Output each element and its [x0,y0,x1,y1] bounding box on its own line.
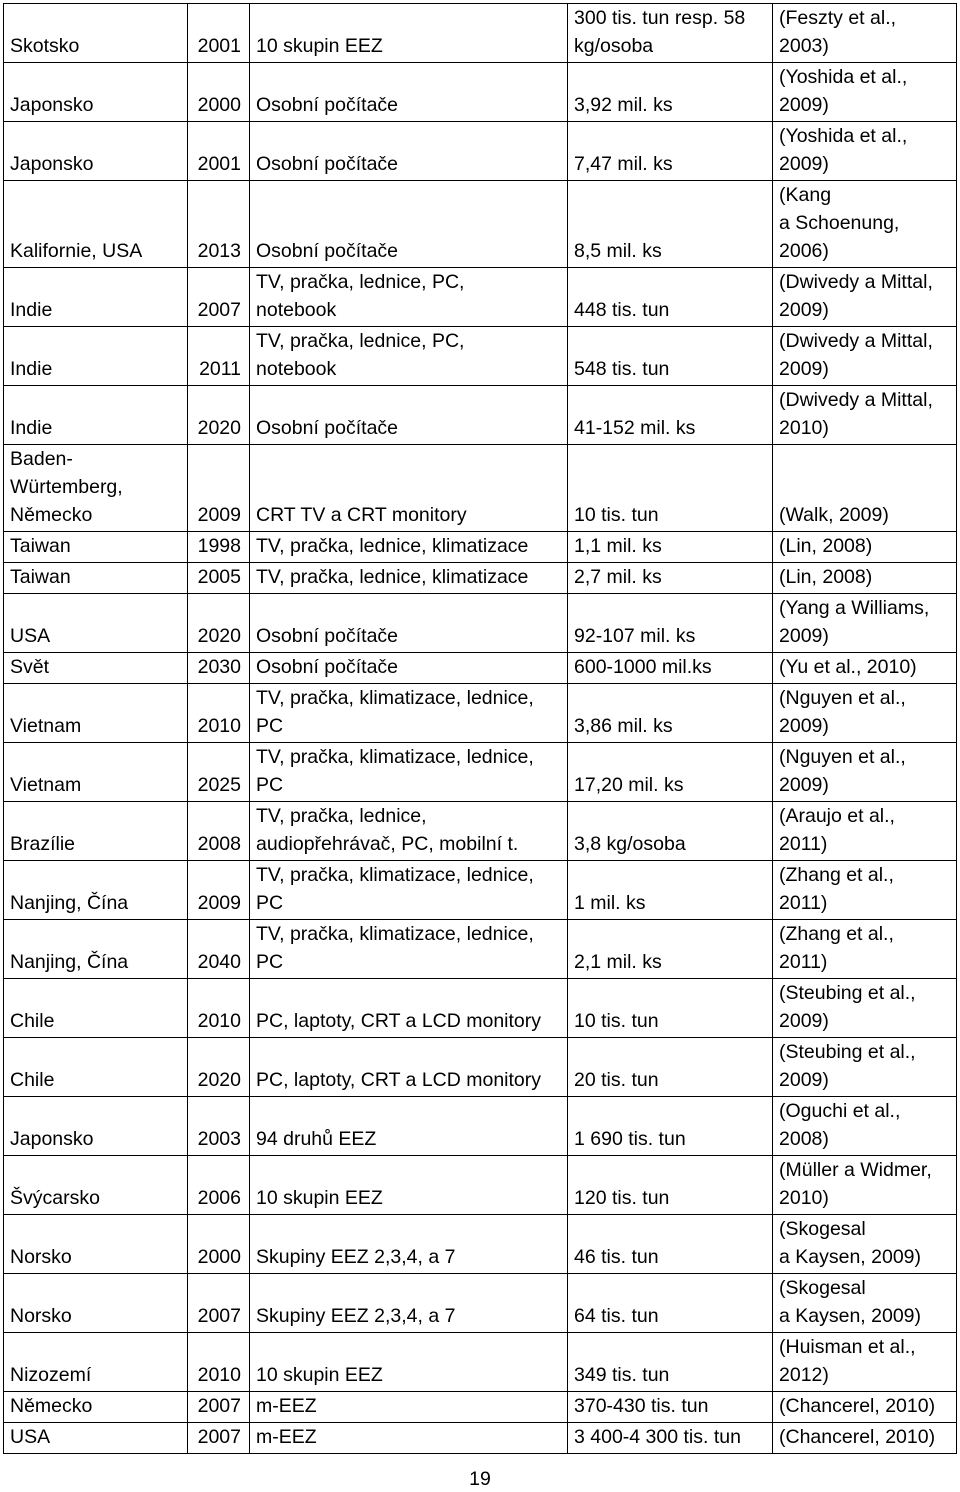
category-cell: Osobní počítače [250,594,568,653]
country-cell: Norsko [4,1215,188,1274]
source-cell: (Chancerel, 2010) [773,1392,957,1423]
table-row [4,181,957,268]
year-cell: 2020 [188,1038,250,1097]
table-row [4,563,957,594]
source-cell: (Steubing et al., 2009) [773,1038,957,1097]
year-cell: 2010 [188,979,250,1038]
category-cell: 10 skupin EEZ [250,4,568,63]
country-cell: Baden- Würtemberg, Německo [4,445,188,532]
category-cell: TV, pračka, klimatizace, lednice, PC [250,684,568,743]
category-cell: TV, pračka, klimatizace, lednice, PC [250,743,568,802]
category-cell: Skupiny EEZ 2,3,4, a 7 [250,1274,568,1333]
data-table [3,3,957,1454]
table-row [4,386,957,445]
country-cell: Taiwan [4,532,188,563]
source-cell: (Dwivedy a Mittal, 2010) [773,386,957,445]
year-cell: 2006 [188,1156,250,1215]
category-cell: CRT TV a CRT monitory [250,445,568,532]
year-cell: 2008 [188,802,250,861]
year-cell: 2030 [188,653,250,684]
source-cell: (Nguyen et al., 2009) [773,743,957,802]
category-cell: PC, laptoty, CRT a LCD monitory [250,1038,568,1097]
amount-cell: 1,1 mil. ks [568,532,773,563]
table-row [4,920,957,979]
category-cell: PC, laptoty, CRT a LCD monitory [250,979,568,1038]
amount-cell: 120 tis. tun [568,1156,773,1215]
source-cell: (Kang a Schoenung, 2006) [773,181,957,268]
year-cell: 2001 [188,4,250,63]
country-cell: Indie [4,386,188,445]
year-cell: 2003 [188,1097,250,1156]
country-cell: Skotsko [4,4,188,63]
year-cell: 1998 [188,532,250,563]
source-cell: (Müller a Widmer, 2010) [773,1156,957,1215]
year-cell: 2007 [188,1274,250,1333]
amount-cell: 1 690 tis. tun [568,1097,773,1156]
table-row [4,1038,957,1097]
table-row [4,653,957,684]
amount-cell: 10 tis. tun [568,979,773,1038]
year-cell: 2010 [188,684,250,743]
amount-cell: 448 tis. tun [568,268,773,327]
page-number: 19 [469,1468,491,1490]
amount-cell: 20 tis. tun [568,1038,773,1097]
year-cell: 2007 [188,268,250,327]
table-row [4,1156,957,1215]
year-cell: 2025 [188,743,250,802]
source-cell: (Oguchi et al., 2008) [773,1097,957,1156]
year-cell: 2007 [188,1423,250,1454]
year-cell: 2009 [188,861,250,920]
amount-cell: 370-430 tis. tun [568,1392,773,1423]
amount-cell: 3,92 mil. ks [568,63,773,122]
table-row [4,1423,957,1454]
category-cell: Osobní počítače [250,122,568,181]
year-cell: 2040 [188,920,250,979]
table-row [4,1097,957,1156]
year-cell: 2020 [188,386,250,445]
year-cell: 2000 [188,1215,250,1274]
year-cell: 2005 [188,563,250,594]
country-cell: Japonsko [4,63,188,122]
category-cell: m-EEZ [250,1392,568,1423]
source-cell: (Lin, 2008) [773,532,957,563]
table-row [4,979,957,1038]
amount-cell: 300 tis. tun resp. 58 kg/osoba [568,4,773,63]
amount-cell: 1 mil. ks [568,861,773,920]
country-cell: USA [4,594,188,653]
category-cell: TV, pračka, lednice, PC, notebook [250,327,568,386]
amount-cell: 2,7 mil. ks [568,563,773,594]
country-cell: Chile [4,979,188,1038]
category-cell: TV, pračka, klimatizace, lednice, PC [250,920,568,979]
source-cell: (Zhang et al., 2011) [773,861,957,920]
category-cell: Osobní počítače [250,63,568,122]
category-cell: Osobní počítače [250,181,568,268]
country-cell: USA [4,1423,188,1454]
amount-cell: 3 400-4 300 tis. tun [568,1423,773,1454]
source-cell: (Walk, 2009) [773,445,957,532]
country-cell: Nanjing, Čína [4,861,188,920]
country-cell: Nanjing, Čína [4,920,188,979]
country-cell: Indie [4,268,188,327]
source-cell: (Yoshida et al., 2009) [773,122,957,181]
country-cell: Japonsko [4,122,188,181]
source-cell: (Steubing et al., 2009) [773,979,957,1038]
country-cell: Švýcarsko [4,1156,188,1215]
country-cell: Německo [4,1392,188,1423]
amount-cell: 10 tis. tun [568,445,773,532]
amount-cell: 548 tis. tun [568,327,773,386]
table-body [4,4,957,1454]
country-cell: Brazílie [4,802,188,861]
source-cell: (Skogesal a Kaysen, 2009) [773,1274,957,1333]
category-cell: Osobní počítače [250,653,568,684]
amount-cell: 64 tis. tun [568,1274,773,1333]
category-cell: TV, pračka, lednice, PC, notebook [250,268,568,327]
source-cell: (Yang a Williams, 2009) [773,594,957,653]
category-cell: TV, pračka, lednice, klimatizace [250,532,568,563]
table-row [4,1392,957,1423]
table-row [4,1215,957,1274]
table-row [4,268,957,327]
category-cell: TV, pračka, lednice, klimatizace [250,563,568,594]
category-cell: 94 druhů EEZ [250,1097,568,1156]
table-row [4,4,957,63]
table-row [4,743,957,802]
amount-cell: 2,1 mil. ks [568,920,773,979]
table-row [4,594,957,653]
amount-cell: 600-1000 mil.ks [568,653,773,684]
source-cell: (Nguyen et al., 2009) [773,684,957,743]
year-cell: 2011 [188,327,250,386]
table-row [4,122,957,181]
source-cell: (Skogesal a Kaysen, 2009) [773,1215,957,1274]
table-row [4,63,957,122]
source-cell: (Zhang et al., 2011) [773,920,957,979]
table-row [4,445,957,532]
country-cell: Svět [4,653,188,684]
category-cell: TV, pračka, lednice, audiopřehrávač, PC, mobilní t. [250,802,568,861]
year-cell: 2010 [188,1333,250,1392]
table-row [4,1274,957,1333]
table-row [4,327,957,386]
category-cell: 10 skupin EEZ [250,1333,568,1392]
country-cell: Japonsko [4,1097,188,1156]
source-cell: (Dwivedy a Mittal, 2009) [773,327,957,386]
source-cell: (Yu et al., 2010) [773,653,957,684]
amount-cell: 7,47 mil. ks [568,122,773,181]
table-row [4,802,957,861]
amount-cell: 3,8 kg/osoba [568,802,773,861]
country-cell: Taiwan [4,563,188,594]
country-cell: Norsko [4,1274,188,1333]
category-cell: m-EEZ [250,1423,568,1454]
category-cell: Osobní počítače [250,386,568,445]
amount-cell: 349 tis. tun [568,1333,773,1392]
year-cell: 2009 [188,445,250,532]
source-cell: (Dwivedy a Mittal, 2009) [773,268,957,327]
country-cell: Kalifornie, USA [4,181,188,268]
amount-cell: 41-152 mil. ks [568,386,773,445]
source-cell: (Yoshida et al., 2009) [773,63,957,122]
source-cell: (Huisman et al., 2012) [773,1333,957,1392]
amount-cell: 8,5 mil. ks [568,181,773,268]
amount-cell: 46 tis. tun [568,1215,773,1274]
country-cell: Vietnam [4,684,188,743]
amount-cell: 17,20 mil. ks [568,743,773,802]
source-cell: (Lin, 2008) [773,563,957,594]
amount-cell: 92-107 mil. ks [568,594,773,653]
source-cell: (Feszty et al., 2003) [773,4,957,63]
table-row [4,532,957,563]
category-cell: Skupiny EEZ 2,3,4, a 7 [250,1215,568,1274]
year-cell: 2007 [188,1392,250,1423]
country-cell: Vietnam [4,743,188,802]
table-row [4,1333,957,1392]
category-cell: TV, pračka, klimatizace, lednice, PC [250,861,568,920]
country-cell: Indie [4,327,188,386]
source-cell: (Araujo et al., 2011) [773,802,957,861]
country-cell: Chile [4,1038,188,1097]
year-cell: 2000 [188,63,250,122]
country-cell: Nizozemí [4,1333,188,1392]
year-cell: 2001 [188,122,250,181]
table-row [4,684,957,743]
year-cell: 2020 [188,594,250,653]
table-row [4,861,957,920]
source-cell: (Chancerel, 2010) [773,1423,957,1454]
category-cell: 10 skupin EEZ [250,1156,568,1215]
amount-cell: 3,86 mil. ks [568,684,773,743]
year-cell: 2013 [188,181,250,268]
